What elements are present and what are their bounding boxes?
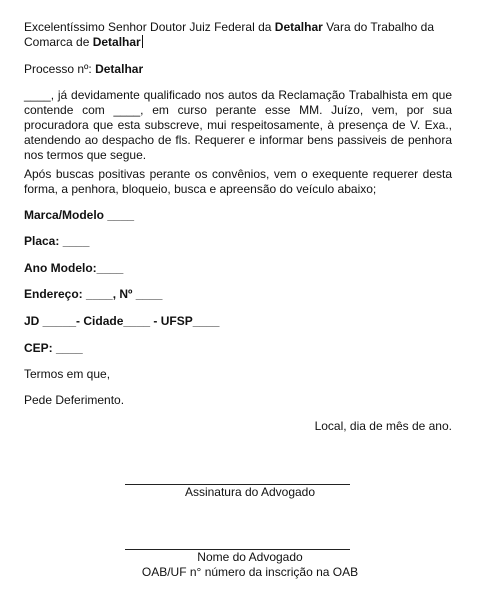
oab-registration: OAB/UF n° número da inscrição na OAB <box>141 565 359 579</box>
addressee-prefix: Excelentíssimo Senhor Doutor Juiz Federal da <box>24 20 275 34</box>
comarca-placeholder: Detalhar <box>92 35 141 49</box>
field-jd-cidade-uf: JD _____- Cidade____ - UFSP____ <box>24 314 220 328</box>
process-number <box>24 62 452 77</box>
closing-pede-deferimento: Pede Deferimento. <box>24 393 125 407</box>
field-ano-modelo: Ano Modelo:____ <box>24 261 124 275</box>
signature-label: Assinatura do Advogado <box>184 485 316 499</box>
vara-placeholder: Detalhar <box>274 20 323 34</box>
addressee-line-2 <box>24 35 452 50</box>
request-paragraph: Após buscas positivas perante os convênios, vem o exequente requerer desta forma, a penhora, bloqueio, busca e apreensão do veículo abaixo; <box>24 167 452 196</box>
lawyer-name: Nome do Advogado <box>197 550 303 564</box>
intro-paragraph: ____, já devidamente qualificado nos autos da Reclamação Trabalhista em que contende com ____, em curso perante esse MM. Juízo, vem, por sua procuradora que esta subscreve, mui respeitosamente, à presença de V. Exa., atendendo ao despacho de fls. Requerer e informar bens passiveis de penhora nos termos que segue. <box>24 88 452 162</box>
field-marca-modelo: Marca/Modelo ____ <box>24 208 135 222</box>
comarca-prefix: Comarca de <box>24 35 93 49</box>
text-cursor <box>142 35 143 48</box>
process-label: Processo nº: <box>24 62 96 76</box>
process-value: Detalhar <box>95 62 144 76</box>
field-placa: Placa: ____ <box>24 234 90 248</box>
field-cep: CEP: ____ <box>24 341 83 355</box>
closing-termos: Termos em que, <box>24 367 111 381</box>
addressee-suffix: Vara do Trabalho da <box>322 20 435 34</box>
location-date: Local, dia de mês de ano. <box>314 419 452 433</box>
field-endereco: Endereço: ____, Nº ____ <box>24 287 163 301</box>
addressee-line-1 <box>24 20 452 35</box>
